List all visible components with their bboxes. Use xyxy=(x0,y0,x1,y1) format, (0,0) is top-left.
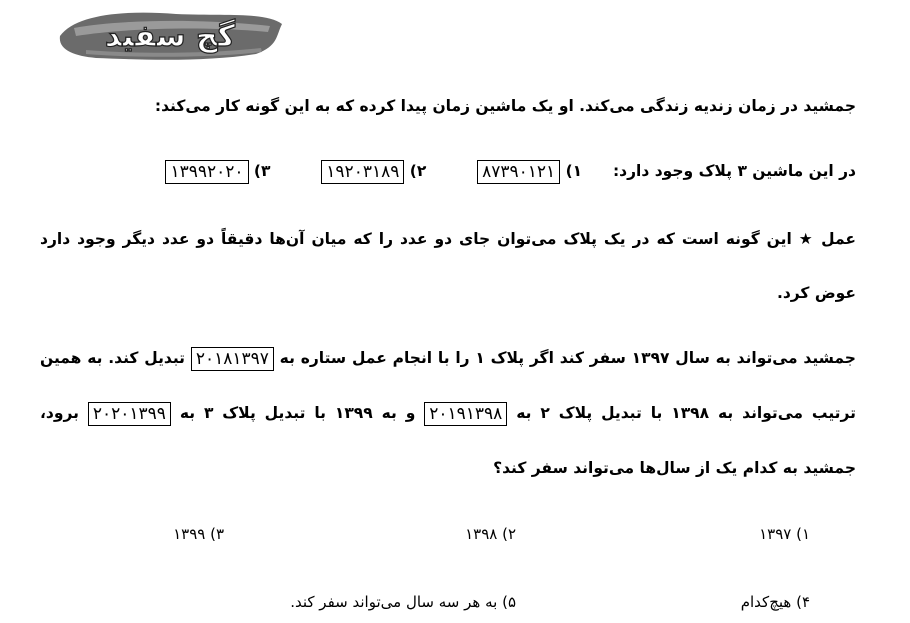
logo-brush-icon xyxy=(56,6,284,64)
plates-intro: در این ماشین ۳ پلاک وجود دارد: xyxy=(612,162,856,180)
question-line-7: جمشید به کدام یک از سال‌ها می‌تواند سفر کند؟ xyxy=(493,459,856,477)
question-line-4: عوض کرد. xyxy=(776,284,856,302)
question-line-5 xyxy=(40,345,856,371)
option-5: ۵) به هر سه سال می‌تواند سفر کند. xyxy=(290,593,516,611)
option-3: ۳) ۱۳۹۹ xyxy=(173,525,224,543)
line6-box-1: ۲۰۱۹۱۳۹۸ xyxy=(424,402,507,426)
plate-1-index: ۱) xyxy=(565,162,583,180)
logo-text: گچ سفید xyxy=(104,19,236,54)
plates-line xyxy=(40,158,856,184)
question-line-6 xyxy=(40,400,856,426)
line5-part-a: جمشید می‌تواند به سال ۱۳۹۷ سفر کند اگر پلاک ۱ را با انجام عمل ستاره به xyxy=(279,349,856,367)
plate-3-box: ۱۳۹۹۲۰۲۰ xyxy=(165,160,248,184)
plate-2-box: ۱۹۲۰۳۱۸۹ xyxy=(321,160,404,184)
line6-box-2: ۲۰۲۰۱۳۹۹ xyxy=(88,402,171,426)
plate-3-index: ۳) xyxy=(253,162,271,180)
line6-part-b: و به ۱۳۹۹ با تبدیل پلاک ۳ به xyxy=(179,404,416,422)
question-line-1: جمشید در زمان زندیه زندگی می‌کند. او یک ماشین زمان پیدا کرده که به این گونه کار می‌کند: xyxy=(154,97,856,115)
line6-part-c: برود، xyxy=(40,404,79,422)
option-1: ۱) ۱۳۹۷ xyxy=(759,525,810,543)
line6-part-a: ترتیب می‌تواند به ۱۳۹۸ با تبدیل پلاک ۲ به xyxy=(516,404,856,422)
option-4: ۴) هیچ‌کدام xyxy=(740,593,810,611)
option-2: ۲) ۱۳۹۸ xyxy=(465,525,516,543)
line5-part-b: تبدیل کند. به همین xyxy=(40,349,185,367)
plate-1-box: ۸۷۳۹۰۱۲۱ xyxy=(477,160,560,184)
question-line-3: عمل ★ این گونه است که در یک پلاک می‌توان جای دو عدد را که میان آن‌ها دقیقاً دو عدد دیگر وجود دارد xyxy=(40,230,856,248)
line5-box: ۲۰۱۸۱۳۹۷ xyxy=(191,347,274,371)
plate-2-index: ۲) xyxy=(409,162,427,180)
